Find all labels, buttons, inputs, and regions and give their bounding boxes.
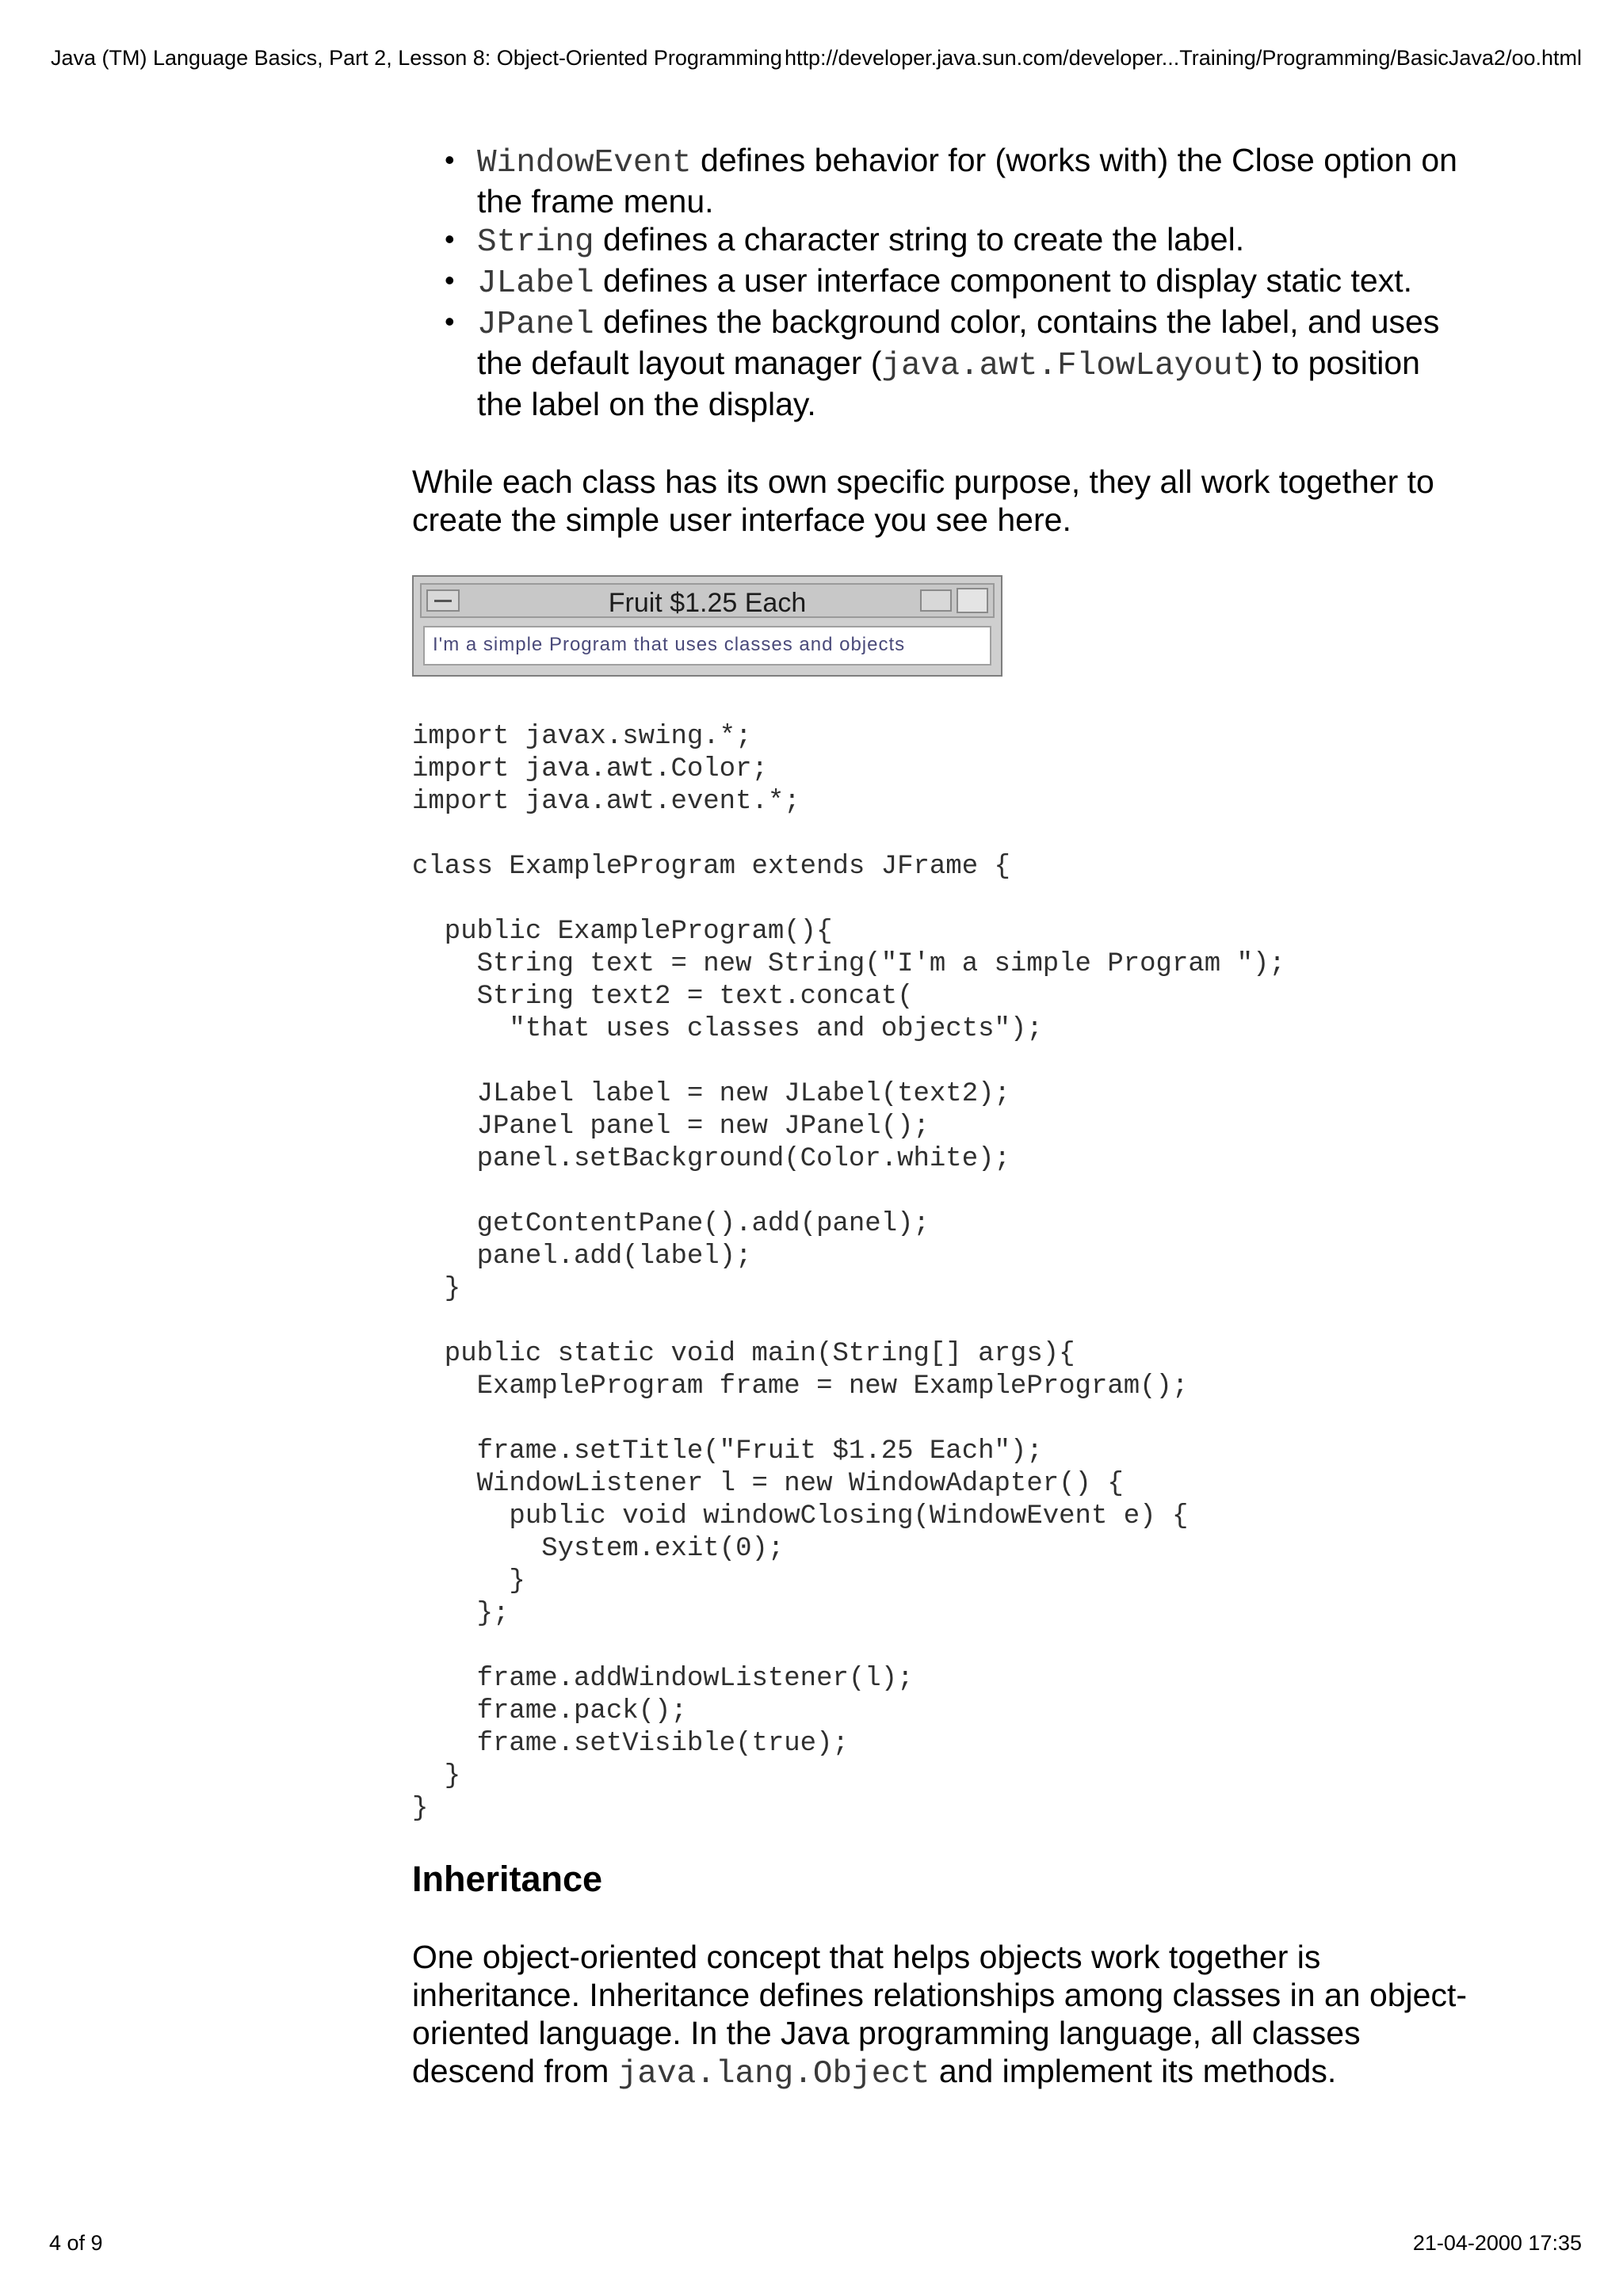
- inheritance-text-end: and implement its methods.: [930, 2053, 1337, 2089]
- window-label: I'm a simple Program that uses classes and objects: [423, 626, 991, 666]
- inheritance-text: One object-oriented concept that helps objects work together is inheritance. Inheritance defines relationships among classes in an object-oriented language. In the Java programming language, all classes descend from: [412, 1939, 1467, 2089]
- bullet-icon: •: [445, 223, 455, 255]
- print-header-url: http://developer.java.sun.com/developer...Training/Programming/BasicJava2/oo.html: [784, 46, 1582, 70]
- section-heading: Inheritance: [412, 1859, 603, 1899]
- code-listing: import javax.swing.*; import java.awt.Color; import java.awt.event.*; class ExampleProgram extends JFrame { public ExampleProgram(){ String text = new String("I'm a simple Program "); String text2 = text.concat( "that uses classes and objects"); JLabel label = new JLabel(text2); JPanel panel = new JPanel(); panel.setBackground(Color.white); getContentPane().add(panel); panel.add(label); } public static void main(String[] args){ ExampleProgram frame = new ExampleProgram(); frame.setTitle("Fruit $1.25 Each"); WindowListener l = new WindowAdapter() { public void windowClosing(WindowEvent e) { System.exit(0); } }; frame.addWindowListener(l); frame.pack(); frame.setVisible(true); } }: [412, 722, 1285, 1824]
- window-title: Fruit $1.25 Each: [608, 588, 807, 618]
- list-item: [412, 303, 1474, 423]
- bullet-text: defines a user interface component to display static text.: [594, 262, 1413, 299]
- layout-class-code: java.awt.FlowLayout: [881, 348, 1253, 384]
- print-header-title: Java (TM) Language Basics, Part 2, Lesson 8: Object-Oriented Programming: [51, 46, 782, 70]
- print-header: [51, 46, 1582, 71]
- print-footer: [49, 2231, 1582, 2256]
- print-datetime: 21-04-2000 17:35: [1412, 2231, 1582, 2255]
- bullet-text: defines a character string to create the label.: [594, 221, 1245, 257]
- page-content: [412, 141, 1474, 2093]
- list-item: [412, 220, 1474, 261]
- bullet-icon: •: [445, 143, 455, 176]
- example-app-window: [412, 575, 1002, 677]
- inheritance-paragraph: [412, 1938, 1474, 2093]
- class-name-code: WindowEvent: [477, 145, 692, 181]
- bullet-icon: •: [445, 305, 455, 338]
- page-number: 4 of 9: [49, 2231, 103, 2255]
- class-name-code: JPanel: [477, 307, 594, 343]
- window-titlebar: [420, 583, 995, 618]
- minimize-icon[interactable]: [920, 589, 952, 612]
- intro-paragraph: While each class has its own specific purpose, they all work together to create the simple user interface you see here.: [412, 463, 1434, 538]
- bullet-text-end: ) to position the label on the display.: [477, 345, 1420, 422]
- bullet-icon: •: [445, 264, 455, 296]
- list-item: [412, 261, 1474, 303]
- bullet-text: defines the background color, contains the label, and uses the default layout manager (: [477, 303, 1440, 381]
- object-class-code: java.lang.Object: [617, 2056, 930, 2092]
- bullet-text: defines behavior for (works with) the Close option on the frame menu.: [477, 142, 1457, 219]
- class-name-code: JLabel: [477, 265, 594, 302]
- list-item: [412, 141, 1474, 220]
- class-name-code: String: [477, 224, 594, 261]
- maximize-icon[interactable]: [957, 588, 988, 613]
- class-bullet-list: [412, 141, 1474, 423]
